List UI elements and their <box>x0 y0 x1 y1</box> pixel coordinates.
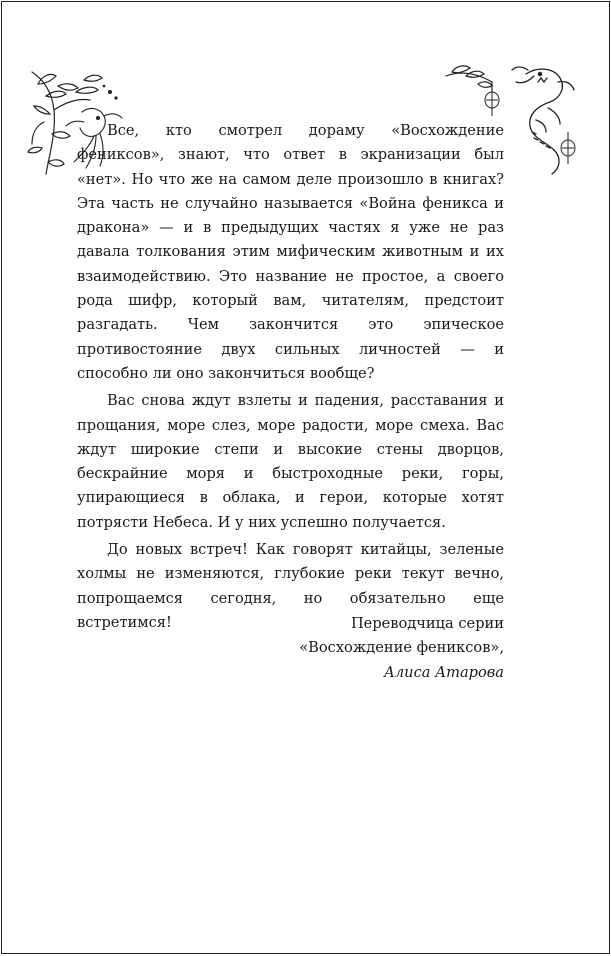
signature-line-1: Переводчица серии <box>350 615 504 632</box>
main-text <box>77 119 504 635</box>
paragraph-1: Все, кто смотрел дораму «Восхождение фениксов», знают, что ответ в экранизации был «нет». Но что же на самом деле произошло в книгах? Эта часть не случайно называется «Война феникса и дракона» — и в предыдущих частях я уже не раз давала толкования этим мифическим животным и их взаимодействию. Это название не простое, а своего рода шифр, который вам, читателям, предстоит разгадать. Чем закончится это эпическое противостояние двух сильных личностей — и способно ли оно закончиться вообще? <box>77 122 504 382</box>
signature-line-2: «Восхождение фениксов», <box>299 639 504 657</box>
signature-block <box>77 612 504 685</box>
paragraph-3: До новых встреч! Как говорят китайцы, зеленые холмы не изменяются, глубокие реки текут вечно, попрощаемся сегодня, но обязательно еще встретимся! <box>77 541 504 631</box>
paragraph-2: Вас снова ждут взлеты и падения, расставания и прощания, море слез, море радости, море смеха. Вас ждут широкие степи и высокие стены дворцов, бескрайние моря и быстроходные реки, горы, упирающиеся в облака, и герои, которые хотят потрясти Небеса. И у них успешно получается. <box>77 392 504 531</box>
book-page <box>1 1 610 954</box>
signature-author: Алиса Атарова <box>383 663 504 681</box>
